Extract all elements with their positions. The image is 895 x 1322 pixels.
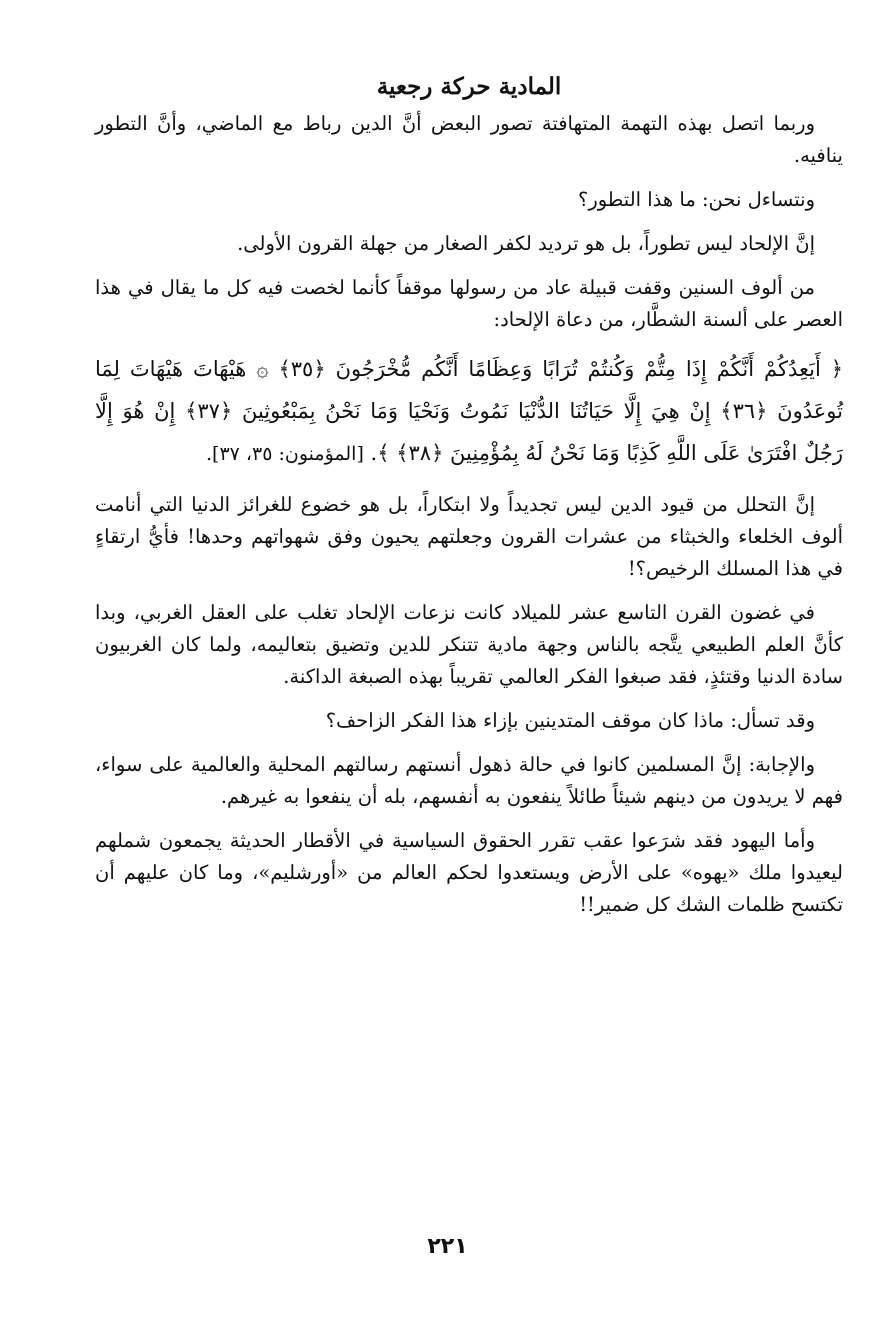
page-title: المادية حركة رجعية <box>376 73 562 100</box>
paragraph: وقد تسأل: ماذا كان موقف المتدينين بإزاء هذا الفكر الزاحف؟ <box>325 709 815 732</box>
paragraph: من ألوف السنين وقفت قبيلة عاد من رسولها موقفاً كأنما لخصت فيه كل ما يقال في هذا العصر على ألسنة الشطَّار، من دعاة الإلحاد: <box>95 276 843 331</box>
page-body <box>95 64 843 1264</box>
paragraph: وأما اليهود فقد شرَعوا عقب تقرر الحقوق السياسية في الأقطار الحديثة يجمعون شملهم ليعيدوا ملك «يهوه» على الأرض ويستعدوا لحكم العالم من «أورشليم»، وما كان عليهم أن تكتسح ظلمات الشك كل ضمير!! <box>95 829 843 916</box>
paragraph: والإجابة: إنَّ المسلمين كانوا في حالة ذهول أنستهم رسالتهم المحلية والعالمية على سواء، فهم لا يريدون من دينهم شيئاً طائلاً ينفعون به أنفسهم، بله أن ينفعوا به غيرهم. <box>95 753 843 808</box>
quran-verse-text: ﴿ أَيَعِدُكُمْ أَنَّكُمْ إِذَا مِتُّمْ وَكُنتُمْ تُرَابًا وَعِظَامًا أَنَّكُم مُّخْرَجُونَ ﴿٣٥﴾ ۞ هَيْهَاتَ هَيْهَاتَ لِمَا تُوعَدُونَ ﴿٣٦﴾ إِنْ هِيَ إِلَّا حَيَاتُنَا الدُّنْيَا نَمُوتُ وَنَحْيَا وَمَا نَحْنُ بِمَبْعُوثِينَ ﴿٣٧﴾ إِنْ هُوَ إِلَّا رَجُلٌ افْتَرَىٰ عَلَى اللَّهِ كَذِبًا وَمَا نَحْنُ لَهُ بِمُؤْمِنِينَ ﴿٣٨﴾ ﴾. <box>95 357 844 465</box>
quran-verse-reference: [المؤمنون: ٣٥، ٣٧]. <box>205 443 364 465</box>
paragraph: إنَّ الإلحاد ليس تطوراً، بل هو ترديد لكفر الصغار من جهلة القرون الأولى. <box>237 232 815 255</box>
paragraph: إنَّ التحلل من قيود الدين ليس تجديداً ولا ابتكاراً، بل هو خضوع للغرائز الدنيا التي أنامت ألوف الخلعاء والخبثاء من عشرات القرون وجعلتهم يحيون وفق شهواتهم وحدها! فأيُّ ارتقاءٍ في هذا المسلك الرخيص؟! <box>95 493 843 580</box>
page-number: ٢٢١ <box>427 1234 468 1259</box>
quran-verse-block <box>95 348 843 475</box>
paragraph: وربما اتصل بهذه التهمة المتهافتة تصور البعض أنَّ الدين رباط مع الماضي، وأنَّ التطور ينافيه. <box>95 112 843 167</box>
paragraph: في غضون القرن التاسع عشر للميلاد كانت نزعات الإلحاد تغلب على العقل الغربي، وبدا كأنَّ العلم الطبيعي يتَّجه بالناس وجهة مادية تتنكر للدين وتضيق بتعاليمه، ولما كان الغربيون سادة الدنيا وقتئذٍ، فقد صبغوا الفكر العالمي تقريباً بهذه الصبغة الداكنة. <box>95 601 843 688</box>
paragraph: ونتساءل نحن: ما هذا التطور؟ <box>577 188 815 211</box>
